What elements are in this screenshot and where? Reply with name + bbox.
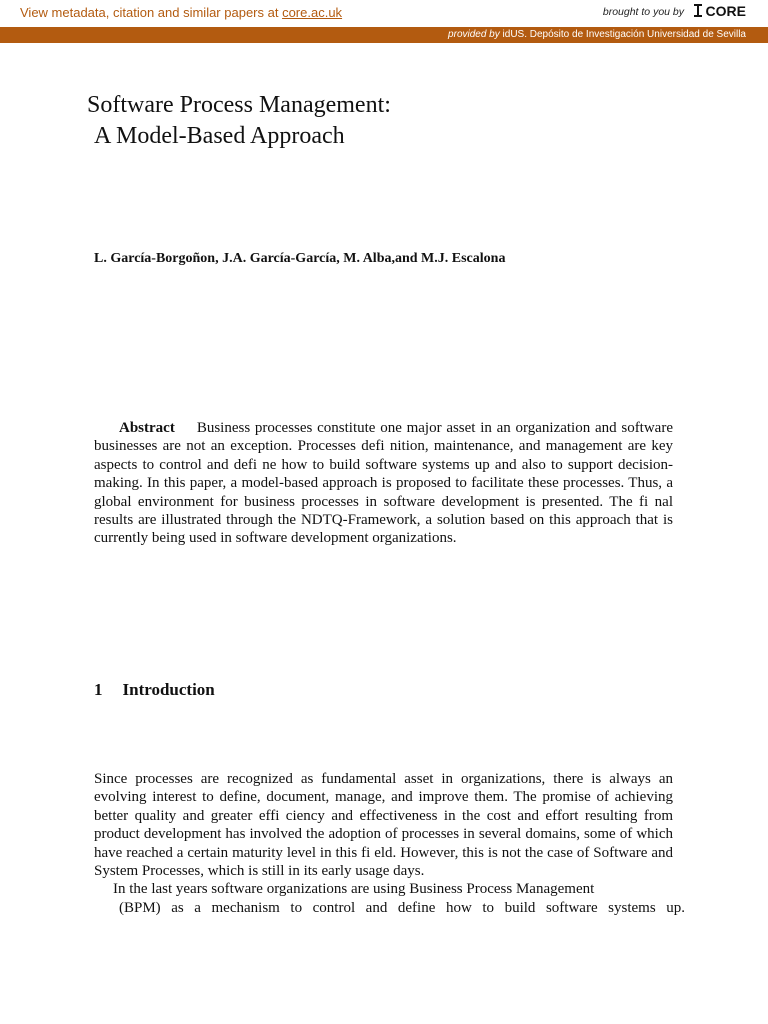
- abstract: [94, 419, 673, 548]
- core-banner: [0, 0, 768, 28]
- brought-by-text: brought to you by: [602, 6, 684, 18]
- provider-name[interactable]: idUS. Depósito de Investigación Universidad de Sevilla: [502, 29, 746, 40]
- title-line-2: A Model-Based Approach: [94, 123, 345, 149]
- core-link[interactable]: core.ac.uk: [282, 5, 343, 20]
- core-provided-bar: [0, 27, 768, 43]
- core-metadata-text: [20, 5, 342, 20]
- intro-paragraph-2: In the last years software organizations are using Business Process Management: [113, 881, 595, 898]
- abstract-text: Business processes constitute one major asset in an organization and software businesses are not an exception. Processes defi nition, maintenance, and management are key aspects to control and defi ne how to build software systems up and also to support decision-making. In this paper, a model-based approach is proposed to facilitate these processes. Thus, a global environment for business processes in software development is presented. The fi nal results are illustrated through the NDTQ-Framework, a solution based on this approach that is currently being used in software development organizations.: [94, 420, 673, 547]
- intro-paragraph-2-continued: (BPM) as a mechanism to control and define how to build software systems up.: [119, 899, 685, 916]
- section-title: Introduction: [122, 680, 215, 699]
- paper-title: [87, 90, 391, 152]
- intro-paragraph-1: Since processes are recognized as fundamental asset in organizations, there is always an evolving interest to define, document, manage, and improve them. The promise of achieving better quality and greater effi ciency and effectiveness in the cost and effort resulting from product development has involved the adoption of processes in several domains, some of which have reached a certain maturity level in this fi eld. However, this is not the case of Software and System Processes, which is still in its early usage days.: [94, 771, 673, 880]
- section-number: 1: [94, 680, 103, 699]
- core-logo[interactable]: [693, 3, 746, 19]
- section-heading: [94, 680, 215, 700]
- core-logo-icon: [693, 3, 703, 18]
- authors: L. García-Borgoñon, J.A. García-García, M. Alba,and M.J. Escalona: [94, 251, 506, 266]
- abstract-label: Abstract: [119, 420, 175, 436]
- provided-by-label: provided by: [448, 29, 500, 40]
- core-logo-text: CORE: [705, 3, 746, 19]
- title-line-1: Software Process Management:: [87, 92, 391, 118]
- introduction-body: [94, 770, 685, 917]
- core-prefix: View metadata, citation and similar papers at: [20, 5, 283, 20]
- provided-by-text: [448, 29, 746, 40]
